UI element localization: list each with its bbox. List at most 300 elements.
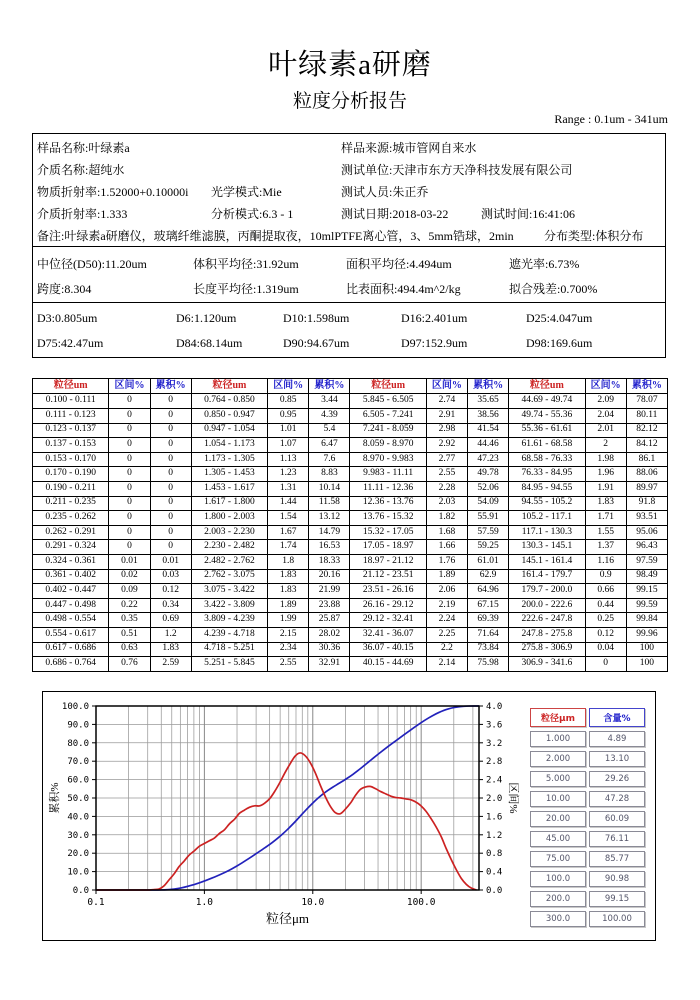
table-cell: 0.498 - 0.554 [33,613,109,628]
table-cell: 306.9 - 341.6 [509,657,585,672]
dvalue-field: D10:1.598um [283,311,350,325]
table-cell: 1.96 [585,467,626,482]
table-cell: 0.69 [150,613,191,628]
summary-cell: 5.000 [530,771,586,787]
column-header: 区间% [426,379,467,394]
table-cell: 1.76 [426,555,467,570]
table-cell: 1.173 - 1.305 [191,452,267,467]
x-axis-tick-label: 1.0 [195,897,213,908]
table-cell: 1.66 [426,540,467,555]
table-cell: 0.686 - 0.764 [33,657,109,672]
table-row [33,525,668,540]
table-cell: 1.71 [585,511,626,526]
table-cell: 69.39 [468,613,509,628]
table-cell: 84.12 [626,438,667,453]
table-cell: 10.14 [309,481,350,496]
table-cell: 0 [109,540,150,555]
main-table [32,378,668,672]
summary-cell: 75.00 [530,851,586,867]
table-cell: 0.12 [150,584,191,599]
table-cell: 1.23 [268,467,309,482]
table-row [33,584,668,599]
table-cell: 4.39 [309,408,350,423]
dvalue-field: D97:152.9um [401,336,468,350]
table-cell: 1.89 [426,569,467,584]
table-cell: 1.68 [426,525,467,540]
table-cell: 0.554 - 0.617 [33,628,109,643]
table-cell: 1.83 [268,569,309,584]
table-cell: 26.16 - 29.12 [350,598,426,613]
x-axis-tick-label: 10.0 [301,897,325,908]
table-cell: 76.33 - 84.95 [509,467,585,482]
table-cell: 86.1 [626,452,667,467]
table-cell: 0 [109,481,150,496]
table-cell: 0 [109,394,150,409]
stat-field: 长度平均径:1.319um [193,282,299,296]
right-axis-tick-label: 1.2 [486,830,503,841]
table-row [33,555,668,570]
table-cell: 0.100 - 0.111 [33,394,109,409]
summary-cell: 99.15 [589,891,645,907]
info-field: 光学模式:Mie [211,185,282,199]
table-cell: 18.97 - 21.12 [350,555,426,570]
summary-cell: 4.89 [589,731,645,747]
table-cell: 98.49 [626,569,667,584]
table-cell: 1.91 [585,481,626,496]
table-cell: 2.92 [426,438,467,453]
table-cell: 94.55 - 105.2 [509,496,585,511]
table-cell: 25.87 [309,613,350,628]
summary-cell: 47.28 [589,791,645,807]
table-cell: 0.12 [585,628,626,643]
table-cell: 0.22 [109,598,150,613]
table-cell: 0.361 - 0.402 [33,569,109,584]
table-cell: 21.12 - 23.51 [350,569,426,584]
info-field: 测试人员:朱正乔 [341,185,429,199]
table-cell: 0.235 - 0.262 [33,511,109,526]
table-cell: 2.55 [268,657,309,672]
right-axis-tick-label: 0.4 [486,867,503,878]
table-cell: 8.970 - 9.983 [350,452,426,467]
table-cell: 5.251 - 5.845 [191,657,267,672]
table-cell: 161.4 - 179.7 [509,569,585,584]
table-cell: 4.718 - 5.251 [191,642,267,657]
table-cell: 1.55 [585,525,626,540]
summary-header: 粒径μm [530,708,586,727]
table-cell: 145.1 - 161.4 [509,555,585,570]
table-cell: 2.55 [426,467,467,482]
left-axis-tick-label: 70.0 [67,757,89,768]
table-cell: 0.95 [268,408,309,423]
info-field: 样品来源:城市管网自来水 [341,141,477,155]
table-cell: 41.54 [468,423,509,438]
table-cell: 57.59 [468,525,509,540]
summary-row [530,771,645,787]
table-cell: 1.305 - 1.453 [191,467,267,482]
table-cell: 47.23 [468,452,509,467]
table-cell: 0.03 [150,569,191,584]
info-field: 介质折射率:1.333 [37,207,128,221]
table-cell: 0.44 [585,598,626,613]
summary-cell: 300.0 [530,911,586,927]
table-cell: 93.51 [626,511,667,526]
table-cell: 0 [150,481,191,496]
table-cell: 80.11 [626,408,667,423]
table-cell: 3.44 [309,394,350,409]
table-cell: 99.84 [626,613,667,628]
info-field: 样品名称:叶绿素a [37,141,130,155]
summary-row [530,751,645,767]
table-cell: 71.64 [468,628,509,643]
table-row [33,569,668,584]
table-cell: 5.845 - 6.505 [350,394,426,409]
left-axis-tick-label: 30.0 [67,830,89,841]
table-cell: 0.617 - 0.686 [33,642,109,657]
table-cell: 35.65 [468,394,509,409]
summary-cell: 100.00 [589,911,645,927]
stat-field: 拟合残差:0.700% [509,282,598,296]
table-cell: 18.33 [309,555,350,570]
table-cell: 0 [150,511,191,526]
table-cell: 1.31 [268,481,309,496]
dvalue-field: D75:42.47um [37,336,104,350]
table-cell: 28.02 [309,628,350,643]
table-cell: 13.76 - 15.32 [350,511,426,526]
report-title: 叶绿素a研磨 [268,49,432,81]
table-cell: 0 [109,467,150,482]
summary-cell: 90.98 [589,871,645,887]
right-axis-tick-label: 0.8 [486,849,503,860]
left-axis-tick-label: 100.0 [61,702,89,712]
table-cell: 2.25 [426,628,467,643]
table-cell: 2.15 [268,628,309,643]
summary-cell: 45.00 [530,831,586,847]
dvalue-field: D16:2.401um [401,311,468,325]
table-cell: 0.111 - 0.123 [33,408,109,423]
table-cell: 16.53 [309,540,350,555]
table-cell: 0.262 - 0.291 [33,525,109,540]
table-cell: 0.947 - 1.054 [191,423,267,438]
table-cell: 3.075 - 3.422 [191,584,267,599]
table-cell: 11.11 - 12.36 [350,481,426,496]
table-cell: 0.153 - 0.170 [33,452,109,467]
table-cell: 0.850 - 0.947 [191,408,267,423]
table-cell: 61.61 - 68.58 [509,438,585,453]
table-cell: 64.96 [468,584,509,599]
dvalue-field: D3:0.805um [37,311,98,325]
table-cell: 95.06 [626,525,667,540]
table-row [33,467,668,482]
table-cell: 2.24 [426,613,467,628]
table-cell: 97.59 [626,555,667,570]
left-axis-tick-label: 20.0 [67,849,89,860]
table-cell: 100 [626,657,667,672]
table-cell: 99.59 [626,598,667,613]
table-cell: 2.98 [426,423,467,438]
column-header: 累积% [309,379,350,394]
table-row [33,438,668,453]
summary-row [530,731,645,747]
summary-row [530,891,645,907]
table-cell: 13.12 [309,511,350,526]
table-cell: 2.59 [150,657,191,672]
summary-header: 含量% [589,708,645,727]
table-cell: 0 [150,496,191,511]
table-cell: 0.01 [109,555,150,570]
table-cell: 2.03 [426,496,467,511]
dvalue-field: D98:169.6um [526,336,593,350]
summary-table [527,704,648,931]
table-cell: 2.230 - 2.482 [191,540,267,555]
table-row [33,598,668,613]
table-cell: 0 [109,496,150,511]
left-axis-tick-label: 80.0 [67,738,89,749]
info-field: 分布类型:体积分布 [544,229,644,243]
column-header: 粒径um [350,379,426,394]
table-cell: 2.28 [426,481,467,496]
summary-row [530,791,645,807]
table-cell: 23.88 [309,598,350,613]
table-cell: 0 [150,467,191,482]
table-cell: 0 [150,525,191,540]
table-cell: 1.74 [268,540,309,555]
table-cell: 40.15 - 44.69 [350,657,426,672]
table-cell: 7.6 [309,452,350,467]
table-cell: 0.66 [585,584,626,599]
x-axis-tick-label: 0.1 [87,897,105,908]
summary-cell: 1.000 [530,731,586,747]
left-axis-tick-label: 60.0 [67,775,89,786]
table-cell: 6.505 - 7.241 [350,408,426,423]
table-cell: 200.0 - 222.6 [509,598,585,613]
column-header: 粒径um [191,379,267,394]
table-cell: 0.35 [109,613,150,628]
table-cell: 0.63 [109,642,150,657]
table-cell: 2.762 - 3.075 [191,569,267,584]
table-cell: 1.16 [585,555,626,570]
left-axis-tick-label: 10.0 [67,867,89,878]
table-cell: 1.98 [585,452,626,467]
table-cell: 54.09 [468,496,509,511]
table-cell: 2.14 [426,657,467,672]
table-cell: 0 [150,394,191,409]
right-axis-tick-label: 4.0 [486,702,503,712]
table-cell: 55.91 [468,511,509,526]
table-cell: 67.15 [468,598,509,613]
table-cell: 7.241 - 8.059 [350,423,426,438]
table-row [33,496,668,511]
summary-row [530,811,645,827]
summary-cell: 100.0 [530,871,586,887]
table-cell: 0.51 [109,628,150,643]
table-cell: 100 [626,642,667,657]
info-field: 备注:叶绿素a研磨仪，玻璃纤维滤膜，丙酮提取夜，10mlPTFE离心管，3、5mm锆球，2min [37,229,514,243]
info-field: 物质折射率:1.52000+0.10000i [37,185,189,199]
summary-cell: 2.000 [530,751,586,767]
summary-cell: 60.09 [589,811,645,827]
table-cell: 44.46 [468,438,509,453]
table-cell: 0.9 [585,569,626,584]
info-field: 测试单位:天津市东方天净科技发展有限公司 [341,163,573,177]
table-cell: 222.6 - 247.8 [509,613,585,628]
table-cell: 9.983 - 11.11 [350,467,426,482]
stat-field: 比表面积:494.4m^2/kg [346,282,461,296]
table-row [33,628,668,643]
table-cell: 59.25 [468,540,509,555]
summary-row [530,911,645,927]
table-cell: 0 [150,452,191,467]
table-cell: 1.13 [268,452,309,467]
table-cell: 29.12 - 32.41 [350,613,426,628]
table-cell: 61.01 [468,555,509,570]
table-cell: 1.83 [150,642,191,657]
table-row [33,613,668,628]
table-cell: 99.96 [626,628,667,643]
column-header: 累积% [626,379,667,394]
table-cell: 36.07 - 40.15 [350,642,426,657]
table-cell: 2.19 [426,598,467,613]
right-axis-tick-label: 2.8 [486,757,503,768]
table-cell: 0.02 [109,569,150,584]
table-cell: 0.402 - 0.447 [33,584,109,599]
table-cell: 0 [585,657,626,672]
summary-cell: 10.00 [530,791,586,807]
table-cell: 11.58 [309,496,350,511]
summary-cell: 29.26 [589,771,645,787]
table-cell: 2.003 - 2.230 [191,525,267,540]
table-cell: 1.453 - 1.617 [191,481,267,496]
column-header: 粒径um [33,379,109,394]
table-cell: 20.16 [309,569,350,584]
column-header: 区间% [109,379,150,394]
stat-field: 遮光率:6.73% [509,257,580,271]
table-cell: 2 [585,438,626,453]
table-cell: 0.324 - 0.361 [33,555,109,570]
left-axis-tick-label: 50.0 [67,794,89,804]
table-cell: 0 [109,452,150,467]
table-cell: 49.74 - 55.36 [509,408,585,423]
table-cell: 44.69 - 49.74 [509,394,585,409]
table-cell: 0.190 - 0.211 [33,481,109,496]
table-cell: 0.04 [585,642,626,657]
table-cell: 0.85 [268,394,309,409]
table-cell: 2.77 [426,452,467,467]
table-cell: 52.06 [468,481,509,496]
stat-field: 中位径(D50):11.20um [37,257,147,271]
table-cell: 0.25 [585,613,626,628]
table-cell: 0.09 [109,584,150,599]
left-axis-tick-label: 90.0 [67,720,89,731]
table-cell: 1.83 [585,496,626,511]
table-cell: 0.123 - 0.137 [33,423,109,438]
table-cell: 2.2 [426,642,467,657]
table-row [33,657,668,672]
table-cell: 91.8 [626,496,667,511]
dvalue-field: D90:94.67um [283,336,350,350]
table-cell: 1.054 - 1.173 [191,438,267,453]
summary-row [530,871,645,887]
right-axis-tick-label: 2.4 [486,775,503,786]
table-cell: 23.51 - 26.16 [350,584,426,599]
table-cell: 1.89 [268,598,309,613]
summary-cell: 76.11 [589,831,645,847]
table-cell: 82.12 [626,423,667,438]
table-cell: 0.291 - 0.324 [33,540,109,555]
table-cell: 1.83 [268,584,309,599]
table-cell: 2.04 [585,408,626,423]
table-row [33,423,668,438]
info-field: 测试时间:16:41:06 [481,207,576,221]
summary-row [530,831,645,847]
table-cell: 89.97 [626,481,667,496]
table-cell: 130.3 - 145.1 [509,540,585,555]
table-cell: 1.37 [585,540,626,555]
column-header: 区间% [585,379,626,394]
range-note: Range : 0.1um - 341um [554,112,668,126]
table-cell: 88.06 [626,467,667,482]
x-axis-tick-label: 100.0 [406,897,436,908]
right-axis-tick-label: 0.0 [486,886,503,896]
right-axis-tick-label: 1.6 [486,812,503,823]
table-cell: 247.8 - 275.8 [509,628,585,643]
table-cell: 0 [109,408,150,423]
info-field: 分析模式:6.3 - 1 [211,207,294,221]
table-cell: 0.76 [109,657,150,672]
table-cell: 0 [150,408,191,423]
dvalue-field: D6:1.120um [176,311,237,325]
table-cell: 84.95 - 94.55 [509,481,585,496]
summary-row [530,851,645,867]
summary-cell: 85.77 [589,851,645,867]
table-cell: 3.809 - 4.239 [191,613,267,628]
table-cell: 0.170 - 0.190 [33,467,109,482]
stat-field: 面积平均径:4.494um [346,257,452,271]
table-cell: 2.09 [585,394,626,409]
column-header: 区间% [268,379,309,394]
table-cell: 32.41 - 36.07 [350,628,426,643]
dvalue-field: D25:4.047um [526,311,593,325]
table-cell: 0.211 - 0.235 [33,496,109,511]
table-cell: 0 [109,511,150,526]
table-row [33,394,668,409]
sample-info-box [32,133,666,247]
table-cell: 1.82 [426,511,467,526]
table-row [33,481,668,496]
right-axis-tick-label: 3.2 [486,738,503,749]
left-axis-tick-label: 0.0 [72,886,89,896]
table-cell: 21.99 [309,584,350,599]
table-cell: 0.137 - 0.153 [33,438,109,453]
table-cell: 0 [150,438,191,453]
stat-field: 体积平均径:31.92um [193,257,299,271]
table-cell: 2.01 [585,423,626,438]
info-field: 测试日期:2018-03-22 [341,207,449,221]
column-header: 累积% [468,379,509,394]
chart-section [42,691,656,941]
table-cell: 0.447 - 0.498 [33,598,109,613]
table-cell: 68.58 - 76.33 [509,452,585,467]
table-cell: 179.7 - 200.0 [509,584,585,599]
table-cell: 2.34 [268,642,309,657]
table-cell: 4.239 - 4.718 [191,628,267,643]
table-cell: 17.05 - 18.97 [350,540,426,555]
right-axis-tick-label: 2.0 [486,794,503,804]
dvalue-field: D84:68.14um [176,336,243,350]
table-row [33,511,668,526]
table-cell: 2.482 - 2.762 [191,555,267,570]
summary-cell: 13.10 [589,751,645,767]
statistics-box [32,246,666,303]
